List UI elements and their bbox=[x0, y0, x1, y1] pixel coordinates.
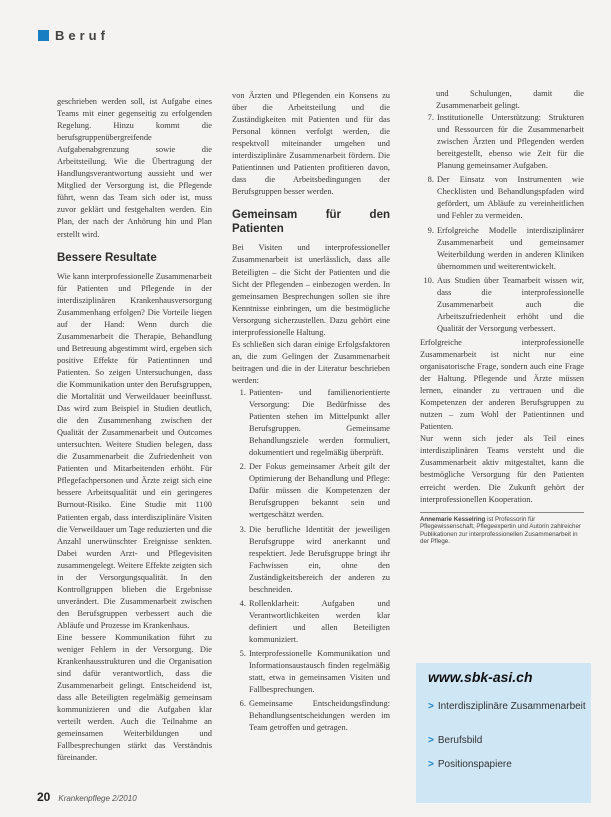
page-footer bbox=[37, 790, 137, 804]
link-positions[interactable] bbox=[428, 759, 512, 770]
author-name: Annemarie Kesselring bbox=[420, 515, 486, 523]
paragraph: Wie kann interprofessionelle Zusammenarbeit für Patienten und Pflegende in der interdisziplinären Krankenhausversorgung Zusammenhang erfolgen? Die Vorteile liegen auf der Hand: Wenn durch die Zusammenarbeit die Therapie, Behandlung und Betreuung abgestimmt wird, ergeben sich positive Effekte für Patientinnen und Patienten. So zeigen Untersuchungen, dass die Kommunikation unter den Berufsgruppen, die Mortalität und Verweildauer beeinflusst. Das wird zum Beispiel in Studien deutlich, die den Zusammenhang zwischen der Qualität der Zusammenarbeit und Outcomes untersuchten. Weitere Studien belegen, dass die Zusammenarbeit die Zufriedenheit von Patienten und Mitarbeitenden erhöht. Für Pflegefachpersonen und Ärzte zeigt sich eine bessere Arbeitsqualität und ein geringeres Burnout-Risiko. Eine Studie mit 1100 Patienten ergab, dass interdisziplinäre Visiten die Verweildauer um Tage reduzierten und die Anzahl unerwünschter Ereignisse senkten. Dabei wurden Arzt- und Pflegevisiten zusammengelegt. Weitere Effekte zeigten sich in der Versorgungsqualität. In den Kontrollgruppen blieben die Ergebnisse unverändert. Die Zusammenarbeit zwischen den Berufsgruppen verbessert auch die Abläufe und Prozesse im Krankenhaus. bbox=[57, 271, 212, 630]
list-item: 2. Der Fokus gemeinsamer Arbeit gilt der Optimierung der Behandlung und Pflege: Dafür müssen die Kompetenzen der Berufsgruppen bekannt sein und wertgeschätzt werden. bbox=[248, 461, 390, 521]
publication-name: Krankenpflege 2/2010 bbox=[58, 794, 137, 803]
list-item: 8. Der Einsatz von Instrumenten wie Checklisten und Behandlungspfaden wird gefördert, um Abläufe zu vereinheitlichen und Fehler zu vermeiden. bbox=[436, 174, 584, 222]
link-label: Berufsbild bbox=[437, 735, 483, 746]
list-item: 1. Patienten- und familienorientierte Versorgung: Die Bedürfnisse des Patienten stehen im Mittelpunkt aller Berufsgruppen. Gemeinsame Behandlungsziele werden formuliert, dokumentiert und regelmäßig überprüft. bbox=[248, 387, 390, 459]
page-number: 20 bbox=[37, 790, 51, 804]
list-item: 3. Die berufliche Identität der jeweiligen Berufsgruppe wird anerkannt und respektiert. Jede Berufsgruppe bringt ihr Fachwissen ein, ohne den Zuständigkeitsbereich der anderen zu beschneiden. bbox=[248, 524, 390, 596]
paragraph: Bei Visiten und interprofessioneller Zusammenarbeit ist unerlässlich, dass alle Beteiligten – die Sicht der Patienten und die Sicht der Pflegenden – einbezogen werden. In gemeinsamen Besprechungen sollen sie ihre Kenntnisse einbringen, um die bestmögliche Versorgung sicherzustellen. Dazu gehört eine interprofessionelle Haltung. bbox=[232, 243, 390, 337]
list-item: 5. Interprofessionelle Kommunikation und Informationsaustausch finden regelmäßig statt, etwa in gemeinsamen Visiten und Fallbesprechungen. bbox=[248, 648, 390, 696]
paragraph: Erfolgreiche interprofessionelle Zusammenarbeit ist nicht nur eine organisatorische Frage, sondern auch eine Frage der Haltung. Pflegende und Ärzte müssen lernen, einander zu vertrauen und die Kompetenzen der anderen Berufsgruppen zu nutzen – zum Wohl der Patientinnen und Patienten. bbox=[420, 337, 584, 432]
paragraph: Es schließen sich daran einige Erfolgsfaktoren an, die zum Gelingen der Zusammenarbeit beitragen und die in der Literatur beschrieben werden: bbox=[232, 339, 390, 385]
arrow-right-icon: > bbox=[428, 759, 434, 770]
column-3 bbox=[420, 88, 584, 546]
paragraph: geschrieben werden soll, ist Aufgabe eines Teams mit einer gegenseitig zu erfolgenden Regelung. Hinzu kommt die berufsgruppenübergreifende Aufgabenabgrenzung sowie die Arbeitsteilung. Wie die Übertragung der Handlungsverantwortung aussieht und wer Mitglied der Versorgung ist, die Pflegende führt, wenn das Team sich oder ist, muss zuvor geklärt und festgehalten werden. Ein Plan, der nach der Anhörung hin und Plan erstellt wird. bbox=[57, 97, 212, 239]
section-square-icon bbox=[38, 30, 49, 41]
link-label: Positionspapiere bbox=[437, 759, 512, 770]
success-factor-list-cont bbox=[420, 112, 584, 335]
paragraph: Eine bessere Kommunikation führt zu weniger Fehlern in der Versorgung. Die Krankenhausstrukturen und die Organisation sind dafür verantwortlich, dass die Zusammenarbeit gelingt. Entscheidend ist, dass alle Beteiligten regelmäßig gemeinsam kommunizieren und die Aufgaben klar verteilt werden. Auch die Teilnahme an gemeinsamen Weiterbildungen und Fallbesprechungen stärkt das Verständnis füreinander. bbox=[57, 632, 212, 763]
section-title: Beruf bbox=[55, 28, 109, 43]
list-item: 9. Erfolgreiche Modelle interdisziplinärer Zusammenarbeit und gemeinsamer Weiterbildung werden in anderen Kliniken übernommen und weiterentwickelt. bbox=[436, 225, 584, 273]
paragraph: von Ärzten und Pflegenden ein Konsens zu über die Arbeitsteilung und die Zuständigkeiten mit Patienten und für das Personal können verfolgt werden, die respektvoll miteinander umgehen und interdisziplinäre Zusammenarbeit fördern. Die Patientinnen und Patienten profitieren davon, dass die Arbeitsbedingungen der Berufsgruppen besser werden. bbox=[232, 91, 390, 197]
column-2 bbox=[232, 90, 390, 736]
list-item: 6. Gemeinsame Entscheidungsfindung: Behandlungsentscheidungen werden im Team getroffen und getragen. bbox=[248, 698, 390, 734]
subheading-patients: Gemeinsam für den Patienten bbox=[232, 209, 390, 236]
author-bio: ist Professorin für Pflegewissenschaft, Pflegeexpertin und Autorin zahlreicher Publikationen zur interprofessionellen Zusammenarbeit in der Pflege. bbox=[420, 515, 581, 546]
list-item: 7. Institutionelle Unterstützung: Strukturen und Ressourcen für die Zusammenarbeit zwischen Ärzten und Pflegenden werden bereitgestellt, ebenso wie Zeit für die Planung gemeinsamer Aufgaben. bbox=[436, 112, 584, 172]
link-profession[interactable] bbox=[428, 735, 482, 746]
column-1 bbox=[57, 96, 212, 764]
list-item: 4. Rollenklarheit: Aufgaben und Verantwortlichkeiten werden klar definiert und allen Beteiligten kommuniziert. bbox=[248, 598, 390, 646]
subheading-results: Bessere Resultate bbox=[57, 251, 157, 264]
author-box bbox=[420, 512, 584, 546]
link-label: Interdisziplinäre Zusammenarbeit bbox=[437, 701, 586, 712]
success-factor-list bbox=[232, 387, 390, 734]
section-header bbox=[38, 28, 109, 43]
list-item: 10. Aus Studien über Teamarbeit wissen wir, dass die interprofessionelle Zusammenarbeit auch die Arbeitszufriedenheit erhöht und die Qualität der Versorgung verbessert. bbox=[436, 275, 584, 335]
website-link[interactable]: www.sbk-asi.ch bbox=[428, 669, 533, 685]
arrow-right-icon: > bbox=[428, 701, 434, 712]
arrow-right-icon: > bbox=[428, 735, 434, 746]
link-box bbox=[416, 663, 591, 803]
paragraph: und Schulungen, damit die Zusammenarbeit gelingt. bbox=[436, 89, 584, 111]
link-interdisciplinary[interactable] bbox=[428, 701, 586, 712]
paragraph: Nur wenn sich jeder als Teil eines interdisziplinären Teams versteht und die Zusammenarbeit aktiv mitgestaltet, kann die bestmögliche Versorgung für den Patienten erreicht werden. Die Zukunft gehört der interprofessionellen Kooperation. bbox=[420, 434, 584, 504]
